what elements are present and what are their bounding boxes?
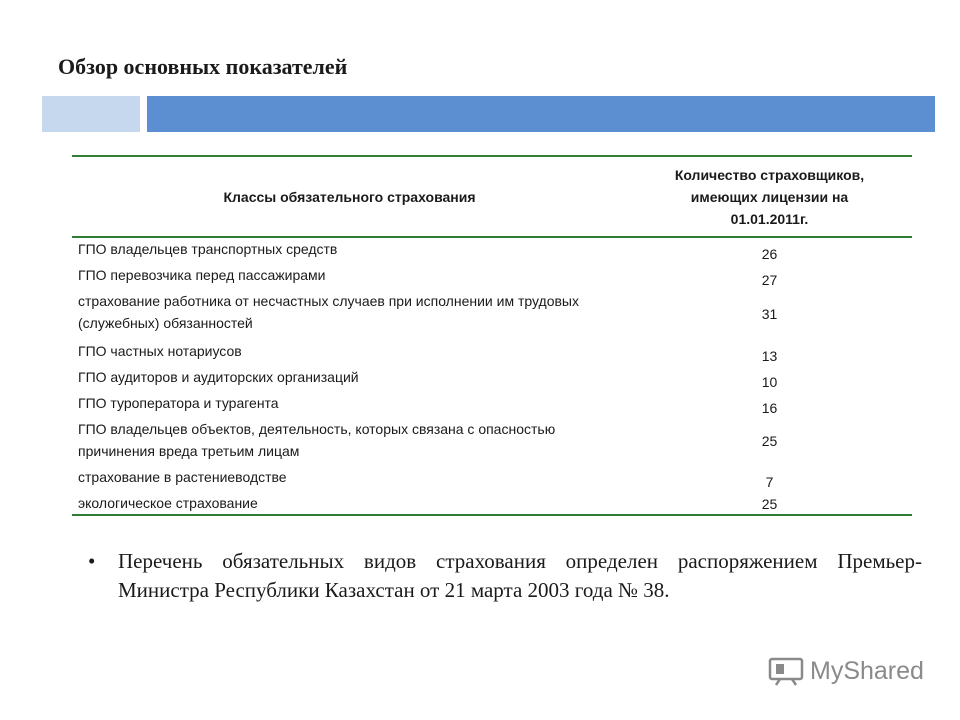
row-value: 16 (761, 400, 778, 416)
row-label: страхование в растениеводстве (78, 469, 287, 485)
header-count: Количество страховщиков, имеющих лицензии на 01.01.2011г. (674, 166, 865, 227)
table-row (72, 492, 912, 514)
table-header (72, 157, 912, 238)
table-row (72, 290, 912, 340)
insurance-table (72, 155, 912, 516)
bullet-note (88, 547, 922, 605)
table-row (72, 238, 912, 264)
row-value: 25 (761, 433, 778, 449)
row-value: 13 (761, 348, 778, 364)
row-label: ГПО частных нотариусов (78, 343, 242, 359)
row-value: 26 (761, 246, 778, 262)
row-value: 7 (765, 474, 774, 490)
row-label: ГПО туроператора и турагента (78, 395, 279, 411)
row-value: 31 (761, 306, 778, 322)
row-label: экологическое страхование (78, 495, 258, 511)
decor-bar-light (42, 96, 140, 132)
watermark-text: MyShared (810, 656, 924, 685)
row-label: ГПО владельцев транспортных средств (78, 241, 338, 257)
table-row (72, 466, 912, 492)
watermark-logo (768, 656, 924, 686)
header-classes: Классы обязательного страхования (223, 188, 476, 205)
row-label: ГПО владельцев объектов, деятельность, которых связана с опасностью причинения вреда третьим лицам (78, 421, 556, 459)
row-value: 25 (761, 496, 778, 512)
table-row (72, 392, 912, 418)
decor-bar-dark (147, 96, 935, 132)
page-title: Обзор основных показателей (58, 54, 348, 79)
bullet-marker: • (88, 549, 96, 573)
table-row (72, 366, 912, 392)
row-value: 10 (761, 374, 778, 390)
table-row (72, 418, 912, 466)
row-label: ГПО аудиторов и аудиторских организаций (78, 369, 359, 385)
row-label: страхование работника от несчастных случаев при исполнении им трудовых (служебных) обязанностей (78, 293, 579, 331)
presentation-board-icon (768, 656, 804, 686)
bullet-text: Перечень обязательных видов страхования определен распоряжением Премьер-Министра Республики Казахстан от 21 марта 2003 года № 38. (118, 549, 922, 602)
table-row (72, 340, 912, 366)
table-row (72, 264, 912, 290)
row-value: 27 (761, 272, 778, 288)
row-label: ГПО перевозчика перед пассажирами (78, 267, 326, 283)
